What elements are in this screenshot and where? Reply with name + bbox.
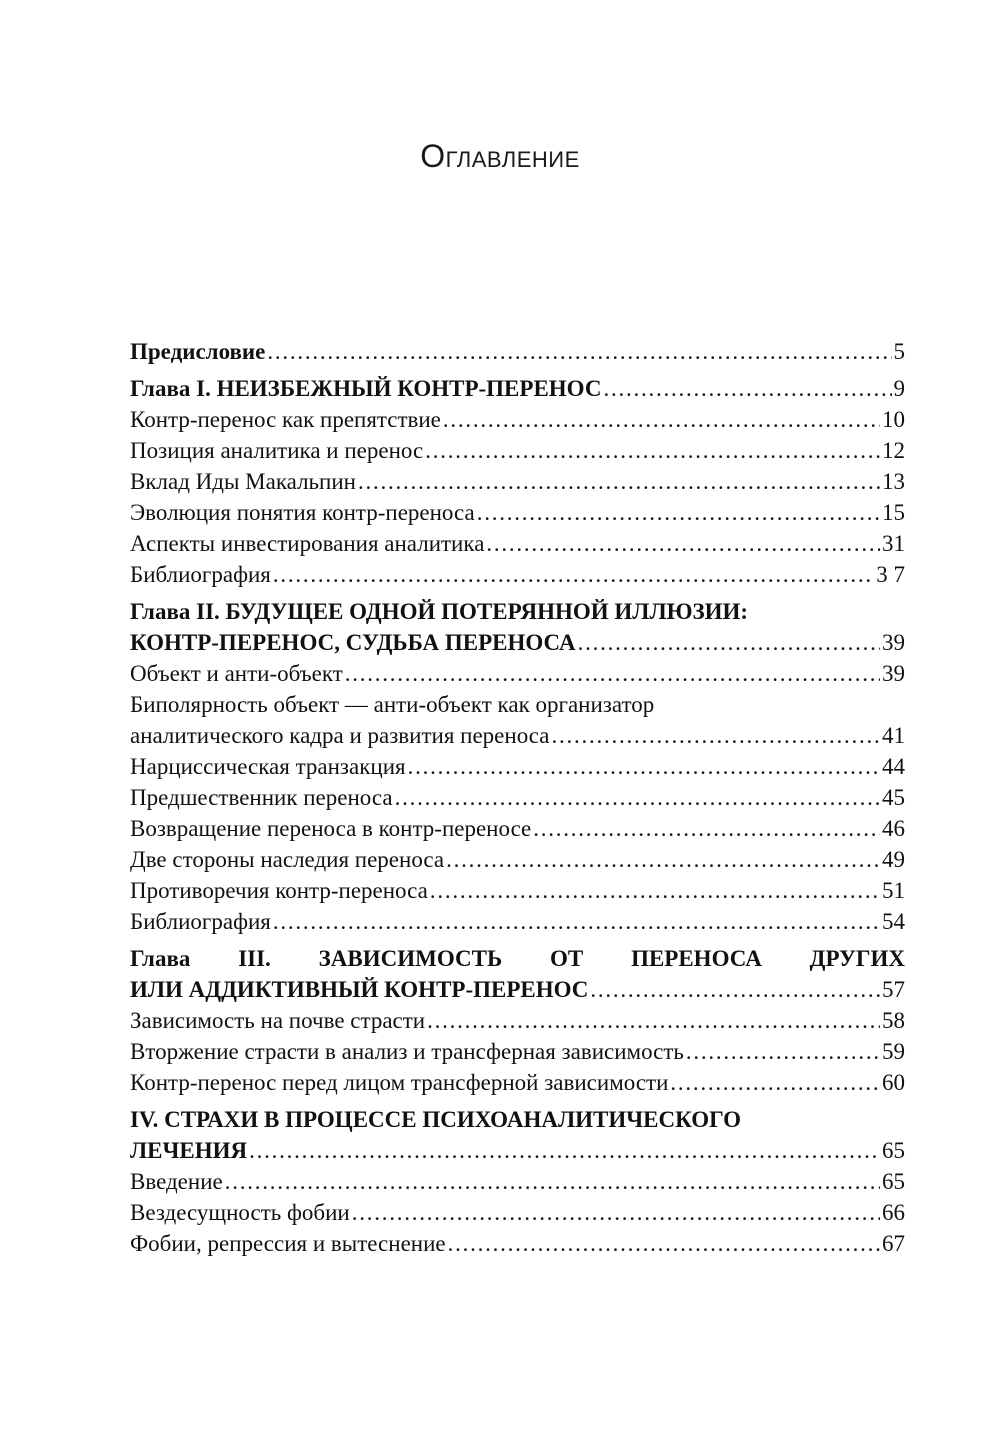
toc-page-number: 57 xyxy=(882,977,905,1002)
toc-page-number: 65 xyxy=(882,1169,905,1194)
toc-entry[interactable] xyxy=(130,658,905,689)
leader-dots xyxy=(273,559,874,590)
chapter-title-word: ЗАВИСИМОСТЬ xyxy=(318,946,503,971)
toc-entry[interactable] xyxy=(130,844,905,875)
toc-entry-line: Биполярность объект — анти-объект как организатор xyxy=(130,692,655,717)
toc-page-number: 12 xyxy=(882,438,905,463)
toc-entry[interactable] xyxy=(130,720,905,751)
chapter-title-line xyxy=(130,943,905,974)
toc-chapter-4[interactable] xyxy=(130,1135,905,1166)
toc-entry-label: Контр-перенос как препятствие xyxy=(130,407,441,432)
leader-dots xyxy=(670,1067,880,1098)
toc-page-number: 15 xyxy=(882,500,905,525)
toc-entry[interactable] xyxy=(130,497,905,528)
leader-dots xyxy=(225,1166,880,1197)
leader-dots xyxy=(273,906,880,937)
page-title: Оглавление xyxy=(420,138,580,174)
leader-dots xyxy=(578,627,880,658)
toc-page-number: 31 xyxy=(882,531,905,556)
toc-page-number: 54 xyxy=(882,909,905,934)
toc-entry[interactable] xyxy=(130,1166,905,1197)
toc-entry[interactable] xyxy=(130,875,905,906)
toc-page-number: 65 xyxy=(882,1138,905,1163)
leader-dots xyxy=(249,1135,880,1166)
table-of-contents xyxy=(130,336,905,1259)
chapter-title-line: IV. СТРАХИ В ПРОЦЕССЕ ПСИХОАНАЛИТИЧЕСКОГО xyxy=(130,1107,742,1132)
leader-dots xyxy=(448,1228,880,1259)
toc-page-number: 3 7 xyxy=(876,562,905,587)
toc-entry-label: Эволюция понятия контр-переноса xyxy=(130,500,475,525)
toc-entry-label: Контр-перенос перед лицом трансферной зависимости xyxy=(130,1070,669,1095)
toc-entry[interactable] xyxy=(130,782,905,813)
toc-entry-label: Две стороны наследия переноса xyxy=(130,847,445,872)
toc-entry[interactable] xyxy=(130,528,905,559)
toc-entry-label: Вездесущность фобии xyxy=(130,1200,350,1225)
toc-page-number: 9 xyxy=(893,376,905,401)
toc-chapter-3[interactable] xyxy=(130,974,905,1005)
toc-entry-label: Вклад Иды Макальпин xyxy=(130,469,356,494)
toc-page-number: 51 xyxy=(882,878,905,903)
chapter-title: КОНТР-ПЕРЕНОС, СУДЬБА ПЕРЕНОСА xyxy=(130,630,576,655)
toc-entry-label: Противоречия контр-переноса xyxy=(130,878,428,903)
leader-dots xyxy=(267,336,891,367)
toc-entry-label: аналитического кадра и развития переноса xyxy=(130,723,550,748)
chapter-title-word: III. xyxy=(238,946,271,971)
toc-page-number: 39 xyxy=(882,661,905,686)
toc-page-number: 10 xyxy=(882,407,905,432)
toc-page-number: 67 xyxy=(882,1231,905,1256)
toc-entry-label: Вторжение страсти в анализ и трансферная зависимость xyxy=(130,1039,684,1064)
chapter-title-word: ДРУГИХ xyxy=(809,946,905,971)
toc-page-number: 44 xyxy=(882,754,905,779)
toc-page-number: 45 xyxy=(882,785,905,810)
leader-dots xyxy=(427,1005,880,1036)
toc-entry[interactable] xyxy=(130,435,905,466)
leader-dots xyxy=(486,528,880,559)
toc-page-number: 41 xyxy=(882,723,905,748)
toc-entry-label: Позиция аналитика и перенос xyxy=(130,438,424,463)
toc-entry-label: Предисловие xyxy=(130,339,266,364)
toc-entry[interactable] xyxy=(130,751,905,782)
toc-page-number: 13 xyxy=(882,469,905,494)
leader-dots xyxy=(443,404,880,435)
leader-dots xyxy=(686,1036,880,1067)
chapter-title: ИЛИ АДДИКТИВНЫЙ КОНТР-ПЕРЕНОС xyxy=(130,977,589,1002)
toc-entry-label: Нарциссическая транзакция xyxy=(130,754,406,779)
leader-dots xyxy=(345,658,880,689)
toc-entry[interactable] xyxy=(130,1005,905,1036)
leader-dots xyxy=(395,782,880,813)
leader-dots xyxy=(430,875,880,906)
toc-entry-label: Зависимость на почве страсти xyxy=(130,1008,426,1033)
toc-entry-preface[interactable] xyxy=(130,336,905,367)
toc-entry[interactable] xyxy=(130,1228,905,1259)
toc-page-number: 49 xyxy=(882,847,905,872)
toc-entry[interactable] xyxy=(130,813,905,844)
toc-page-number: 39 xyxy=(882,630,905,655)
toc-entry-label: Аспекты инвестирования аналитика xyxy=(130,531,485,556)
toc-page-number: 59 xyxy=(882,1039,905,1064)
leader-dots xyxy=(477,497,880,528)
leader-dots xyxy=(352,1197,880,1228)
toc-entry-label: Возвращение переноса в контр-переносе xyxy=(130,816,532,841)
chapter-title: Глава I. НЕИЗБЕЖНЫЙ КОНТР-ПЕРЕНОС xyxy=(130,376,602,401)
toc-entry-label: Библиография xyxy=(130,909,271,934)
chapter-title: ЛЕЧЕНИЯ xyxy=(130,1138,248,1163)
toc-entry-label: Библиография xyxy=(130,562,271,587)
toc-entry-label: Фобии, репрессия и вытеснение xyxy=(130,1231,446,1256)
toc-entry[interactable] xyxy=(130,466,905,497)
toc-page-number: 66 xyxy=(882,1200,905,1225)
toc-entry[interactable] xyxy=(130,559,905,590)
toc-chapter-2[interactable] xyxy=(130,627,905,658)
toc-entry-label: Введение xyxy=(130,1169,223,1194)
chapter-title-line: Глава II. БУДУЩЕЕ ОДНОЙ ПОТЕРЯННОЙ ИЛЛЮЗИИ: xyxy=(130,599,749,624)
toc-page-number: 5 xyxy=(893,339,905,364)
toc-entry[interactable] xyxy=(130,404,905,435)
leader-dots xyxy=(446,844,880,875)
leader-dots xyxy=(358,466,880,497)
toc-entry[interactable] xyxy=(130,1067,905,1098)
toc-entry[interactable] xyxy=(130,1036,905,1067)
leader-dots xyxy=(551,720,880,751)
leader-dots xyxy=(603,373,891,404)
toc-page-number: 58 xyxy=(882,1008,905,1033)
toc-page-number: 60 xyxy=(882,1070,905,1095)
chapter-title-word: Глава xyxy=(130,946,191,971)
leader-dots xyxy=(533,813,880,844)
toc-entry[interactable] xyxy=(130,906,905,937)
toc-entry-label: Объект и анти-объект xyxy=(130,661,343,686)
chapter-title-word: ОТ xyxy=(550,946,584,971)
leader-dots xyxy=(590,974,880,1005)
chapter-title-word: ПЕРЕНОСА xyxy=(631,946,762,971)
toc-chapter-1[interactable] xyxy=(130,373,905,404)
toc-entry[interactable] xyxy=(130,1197,905,1228)
leader-dots xyxy=(425,435,880,466)
toc-entry-label: Предшественник переноса xyxy=(130,785,393,810)
leader-dots xyxy=(408,751,880,782)
toc-page-number: 46 xyxy=(882,816,905,841)
